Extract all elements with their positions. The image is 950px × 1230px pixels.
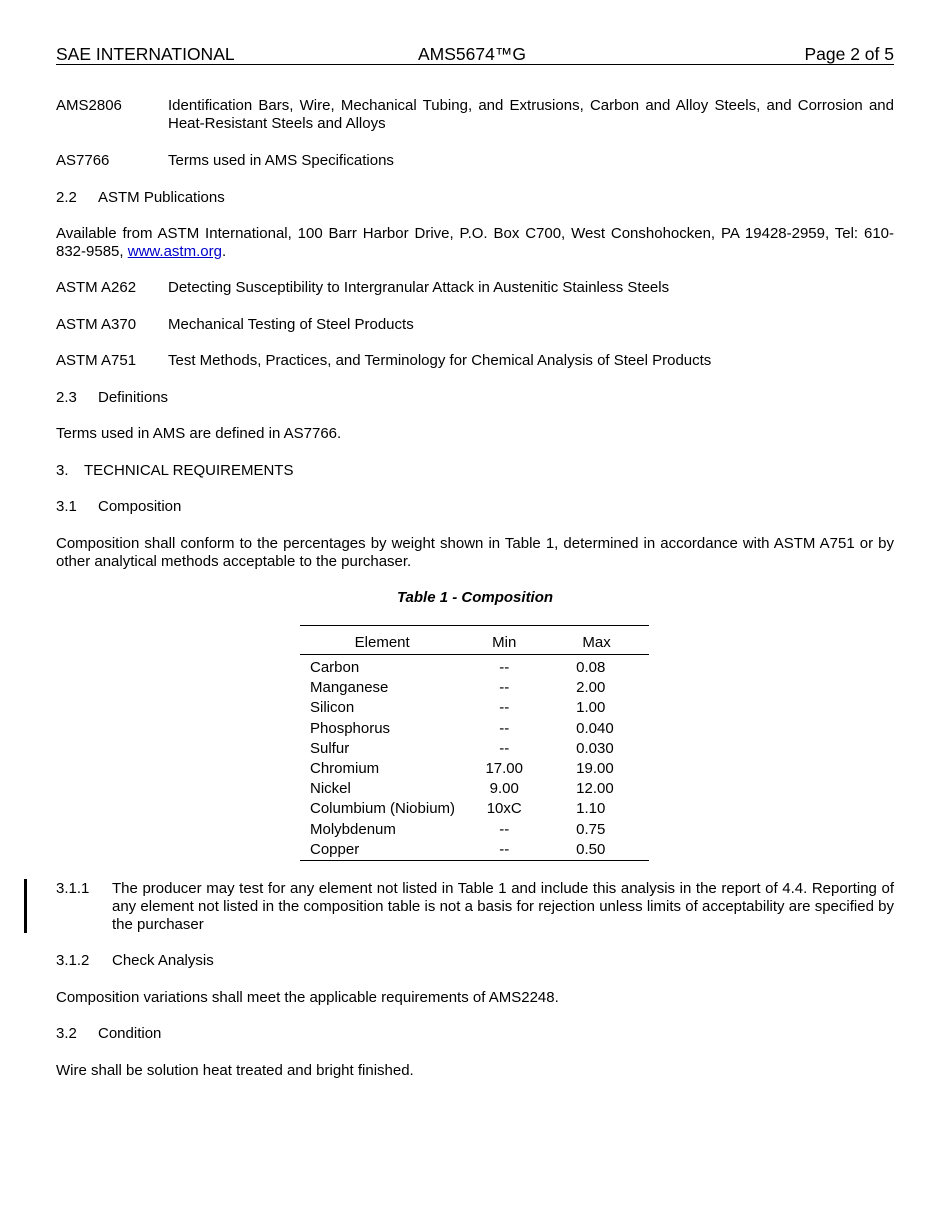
cell-element: Columbium (Niobium)	[310, 800, 456, 818]
table-row	[300, 799, 649, 819]
check-analysis-paragraph: Composition variations shall meet the applicable requirements of AMS2248.	[56, 989, 559, 1006]
reference-entry	[56, 152, 894, 170]
table-row	[300, 820, 649, 840]
column-header-element: Element	[300, 626, 464, 655]
cell-max: 0.030	[576, 739, 614, 757]
reference-code: ASTM A262	[56, 279, 137, 296]
section-3-1-1	[56, 880, 894, 934]
cell-element: Chromium	[310, 760, 380, 778]
section-number: 3.2	[56, 1025, 77, 1042]
reference-entry	[56, 352, 894, 370]
cell-max: 0.08	[576, 659, 606, 677]
cell-min: 17.00	[485, 760, 523, 778]
definitions-paragraph: Terms used in AMS are defined in AS7766.	[56, 425, 342, 442]
section-text: The producer may test for any element not listed in Table 1 and include this analysis in the report of 4.4. Reporting of any element not listed in the composition table is not a basis for rejection unless limits of acceptability are specified by the purchaser	[112, 880, 894, 933]
cell-element: Copper	[300, 840, 464, 861]
page-header	[56, 44, 894, 65]
table-row	[300, 719, 649, 739]
section-heading-3-2	[56, 1025, 894, 1043]
cell-element: Carbon	[310, 659, 360, 677]
availability-text: Available from ASTM International, 100 Barr Harbor Drive, P.O. Box C700, West Conshohocken, PA 19428-2959, Tel: 610-832-9585,	[56, 225, 894, 260]
cell-max: 2.00	[576, 679, 606, 697]
reference-code: ASTM A370	[56, 316, 137, 333]
cell-max: 0.040	[576, 719, 614, 737]
reference-description: Detecting Susceptibility to Intergranular Attack in Austenitic Stainless Steels	[168, 279, 670, 296]
reference-entry	[56, 316, 894, 334]
reference-code: ASTM A751	[56, 352, 137, 369]
composition-paragraph: Composition shall conform to the percentages by weight shown in Table 1, determined in accordance with ASTM A751 or by other analytical methods acceptable to the purchaser.	[56, 535, 894, 570]
cell-element: Sulfur	[310, 739, 350, 757]
section-heading-2-2	[56, 189, 894, 207]
section-number: 3.1.1	[56, 880, 90, 897]
column-header-min: Min	[464, 626, 544, 655]
availability-end: .	[221, 243, 227, 260]
table-row	[300, 739, 649, 759]
reference-entry	[56, 279, 894, 297]
table-row	[300, 840, 649, 861]
section-title: ASTM Publications	[98, 189, 225, 206]
astm-website-link[interactable]: www.astm.org	[127, 243, 222, 260]
table-row	[300, 779, 649, 799]
astm-availability-paragraph	[56, 225, 894, 261]
cell-max: 0.50	[544, 840, 649, 861]
cell-element: Silicon	[310, 699, 355, 717]
reference-code: AS7766	[56, 152, 110, 169]
reference-description: Terms used in AMS Specifications	[168, 152, 394, 169]
section-number: 2.3	[56, 389, 77, 406]
header-org: SAE INTERNATIONAL	[56, 44, 235, 64]
table-body	[300, 655, 649, 861]
condition-paragraph: Wire shall be solution heat treated and bright finished.	[56, 1062, 414, 1079]
section-title: Composition	[98, 498, 182, 515]
section-heading-2-3	[56, 389, 894, 407]
composition-table	[300, 625, 649, 861]
reference-entry	[56, 97, 894, 133]
section-heading-3-1-2	[56, 952, 894, 970]
section-title: Check Analysis	[112, 952, 214, 969]
cell-min: --	[499, 820, 510, 838]
cell-min: --	[499, 719, 510, 737]
cell-element: Manganese	[310, 679, 389, 697]
cell-min: --	[499, 739, 510, 757]
section-heading-3	[56, 462, 894, 480]
table-row	[300, 698, 649, 718]
cell-max: 19.00	[576, 760, 614, 778]
header-doc-id: AMS5674™G	[418, 44, 526, 64]
cell-min: --	[499, 699, 510, 717]
cell-min: --	[464, 840, 544, 861]
section-title: TECHNICAL REQUIREMENTS	[84, 462, 294, 479]
section-number: 3.1	[56, 498, 77, 515]
section-number: 3.1.2	[56, 952, 90, 969]
section-number: 2.2	[56, 189, 77, 206]
reference-description: Mechanical Testing of Steel Products	[168, 316, 414, 333]
header-page-number: Page 2 of 5	[804, 44, 894, 64]
section-heading-3-1	[56, 498, 894, 516]
reference-code: AMS2806	[56, 97, 122, 114]
column-header-max: Max	[544, 626, 649, 655]
cell-element: Phosphorus	[310, 719, 391, 737]
reference-description: Identification Bars, Wire, Mechanical Tubing, and Extrusions, Carbon and Alloy Steels, and Corrosion and Heat-Resistant Steels and Alloys	[168, 97, 894, 132]
cell-max: 1.00	[576, 699, 606, 717]
cell-min: --	[499, 679, 510, 697]
cell-min: 9.00	[489, 780, 519, 798]
cell-min: --	[499, 659, 510, 677]
revision-change-bar	[24, 879, 27, 933]
section-title: Condition	[98, 1025, 162, 1042]
table-row	[300, 678, 649, 698]
cell-max: 1.10	[576, 800, 606, 818]
table-header-row	[300, 626, 649, 655]
cell-element: Nickel	[310, 780, 351, 798]
section-number: 3.	[56, 462, 69, 479]
table-row	[300, 759, 649, 779]
section-title: Definitions	[98, 389, 169, 406]
cell-min: 10xC	[486, 800, 522, 818]
cell-max: 0.75	[576, 820, 606, 838]
table-row	[300, 655, 649, 679]
cell-max: 12.00	[576, 780, 614, 798]
table-caption: Table 1 - Composition	[396, 589, 554, 606]
reference-description: Test Methods, Practices, and Terminology for Chemical Analysis of Steel Products	[168, 352, 712, 369]
cell-element: Molybdenum	[310, 820, 396, 838]
